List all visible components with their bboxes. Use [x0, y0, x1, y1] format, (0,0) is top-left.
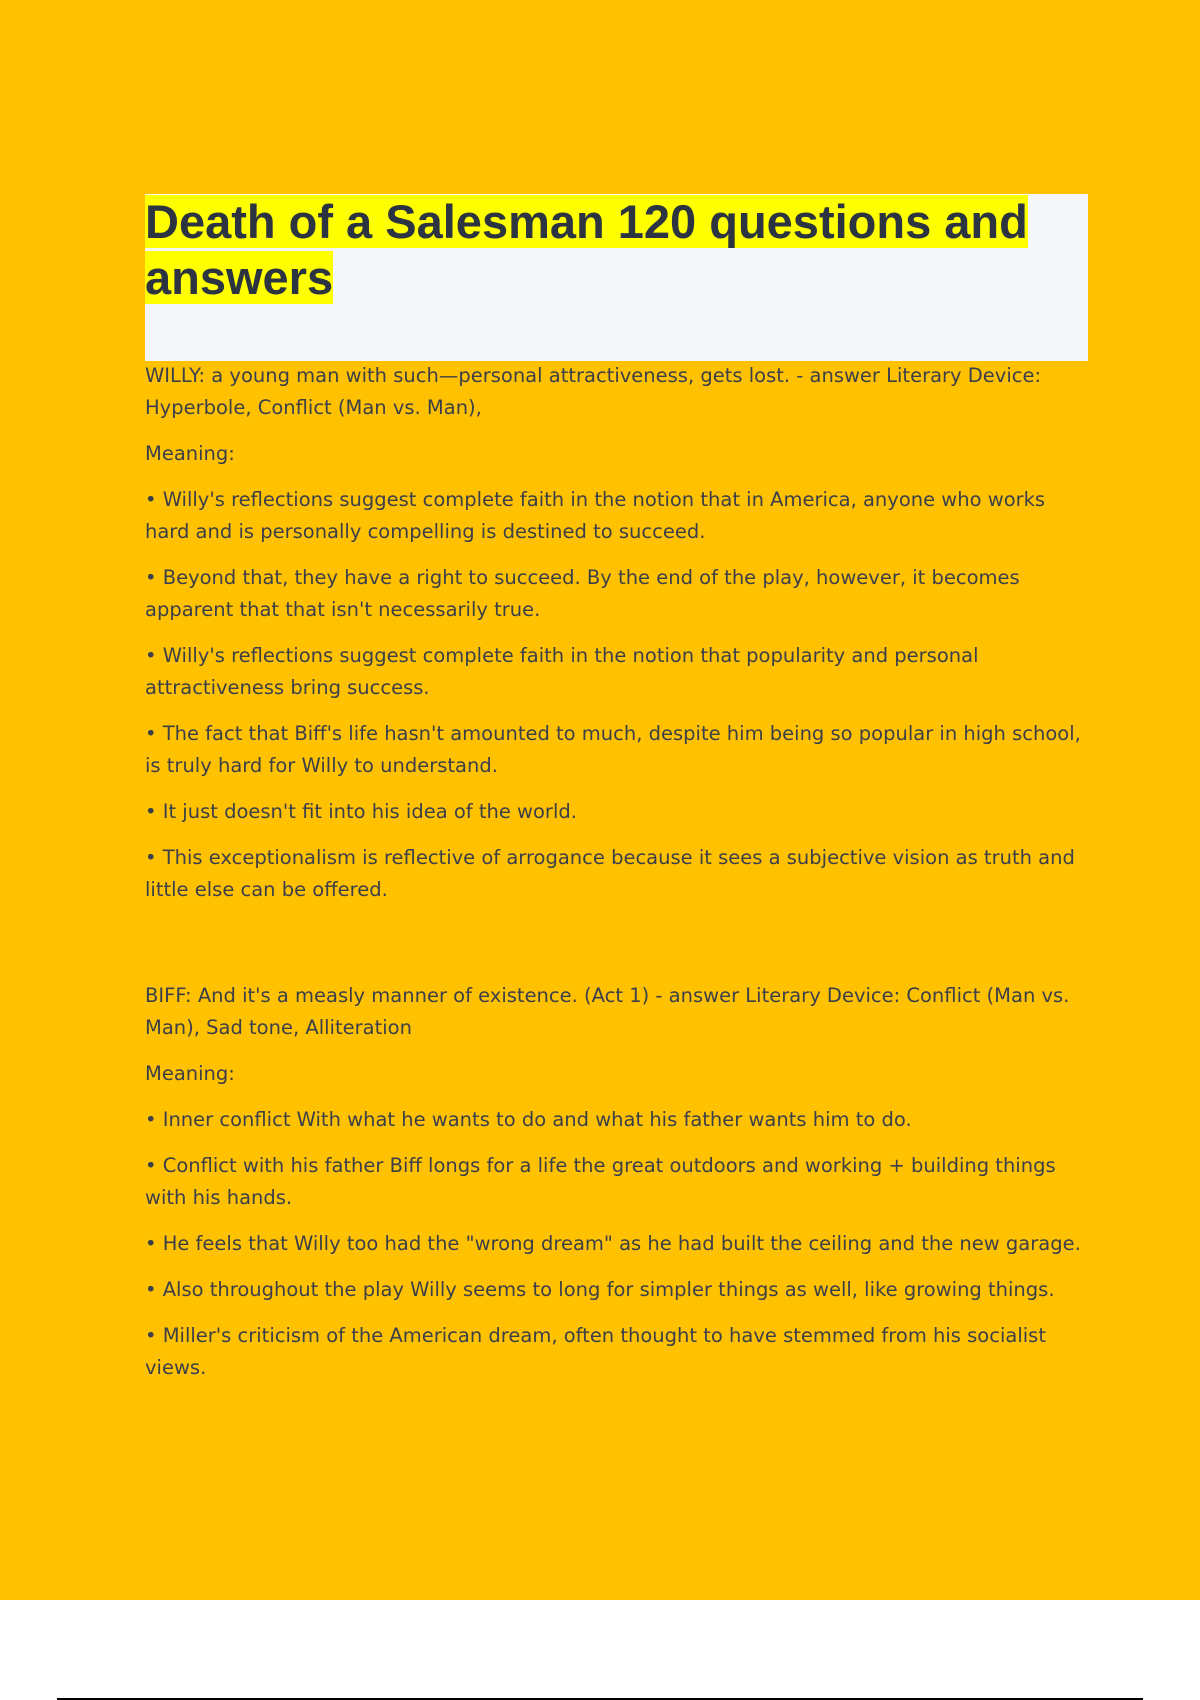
bullet-2-3: • He feels that Willy too had the "wrong dream" as he had built the ceiling and the new garage.	[145, 1232, 1081, 1255]
question-2: BIFF: And it's a measly manner of existence. (Act 1) - answer Literary Device: Conflict (Man vs. Man), Sad tone, Alliteration	[145, 984, 1070, 1039]
meaning-label-2: Meaning:	[145, 1062, 235, 1085]
document-title	[145, 194, 1088, 306]
bullet-1-3: • Willy's reflections suggest complete faith in the notion that popularity and personal attractiveness bring success.	[145, 644, 979, 699]
bullet-2-2: • Conflict with his father Biff longs for a life the great outdoors and working + building things with his hands.	[145, 1154, 1056, 1209]
bullet-1-4: • The fact that Biff's life hasn't amounted to much, despite him being so popular in high school, is truly hard for Willy to understand.	[145, 722, 1081, 777]
meaning-label-1: Meaning:	[145, 442, 235, 465]
bullet-1-6: • This exceptionalism is reflective of arrogance because it sees a subjective vision as truth and little else can be offered.	[145, 846, 1075, 901]
bullet-2-5: • Miller's criticism of the American dream, often thought to have stemmed from his socialist views.	[145, 1324, 1046, 1379]
question-1: WILLY: a young man with such—personal attractiveness, gets lost. - answer Literary Device: Hyperbole, Conflict (Man vs. Man),	[145, 364, 1042, 419]
bullet-1-2: • Beyond that, they have a right to succeed. By the end of the play, however, it becomes apparent that that isn't necessarily true.	[145, 566, 1020, 621]
bullet-1-1: • Willy's reflections suggest complete faith in the notion that in America, anyone who works hard and is personally compelling is destined to succeed.	[145, 488, 1046, 543]
bullet-2-4: • Also throughout the play Willy seems to long for simpler things as well, like growing things.	[145, 1278, 1055, 1301]
document-title-text: Death of a Salesman 120 questions and answers	[145, 195, 1028, 304]
document-body	[145, 360, 1095, 1398]
bullet-2-1: • Inner conflict With what he wants to do and what his father wants him to do.	[145, 1108, 912, 1131]
bullet-1-5: • It just doesn't fit into his idea of the world.	[145, 800, 577, 823]
title-box	[145, 194, 1088, 361]
section-spacer	[145, 920, 1095, 980]
